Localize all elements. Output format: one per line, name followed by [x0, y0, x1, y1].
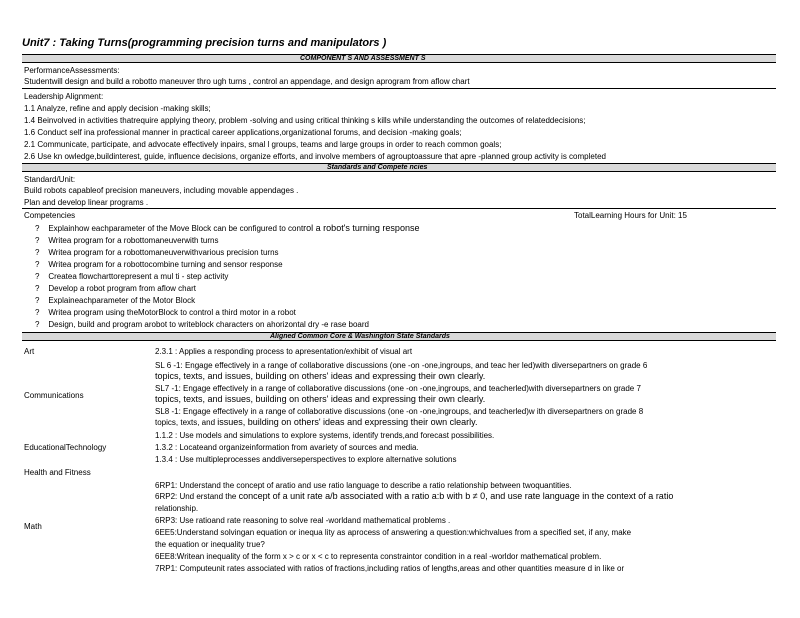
- comm-text-large: topics, texts, and issues, building on others' ideas and expressing their own clearly.: [155, 394, 486, 404]
- subject-health-fitness: Health and Fitness: [24, 468, 91, 477]
- subject-math: Math: [24, 522, 42, 531]
- edtech-standard: 1.3.4 : Use multipleprocesses anddiverseperspectives to explore alternative solutions: [155, 455, 457, 464]
- competency-item: [35, 236, 219, 245]
- standards-header-label: Standards and Compete ncies: [327, 164, 428, 171]
- bullet-icon: ?: [35, 320, 40, 329]
- subject-educational-technology: EducationalTechnology: [24, 443, 107, 452]
- page-title: Unit7 : Taking Turns(programming precision turns and manipulators ): [22, 37, 387, 49]
- comm-standard-cont: [155, 372, 485, 381]
- math-standard-cont: [155, 504, 198, 513]
- comm-standard: [155, 407, 643, 416]
- bullet-icon: ?: [35, 260, 40, 269]
- competency-text: Writea program for a robottomaneuverwith turns: [48, 236, 219, 245]
- competency-text: Writea program for a robottomaneuverwithvarious precision turns: [48, 248, 279, 257]
- math-text-large: concept of a unit rate a/b associated with a ratio a:b with b ≠ 0, and use rate language in the context of a ratio: [238, 491, 674, 501]
- leadership-heading: Leadership Alignment:: [24, 92, 104, 101]
- edtech-standard: 1.3.2 : Locateand organizeinformation from avariety of sources and media.: [155, 443, 419, 452]
- competency-text: Explaineachparameter of the Motor Block: [48, 296, 196, 305]
- math-standard: [155, 516, 450, 525]
- bullet-icon: ?: [35, 248, 40, 257]
- math-text: relationship.: [155, 504, 199, 513]
- math-standard: [155, 528, 631, 537]
- competency-item: [35, 308, 296, 317]
- math-text: 6EE8:Writean inequality of the form x > c or x < c to representa constraintor condition in a real -worldor mathematical problem.: [155, 552, 602, 561]
- divider: [22, 88, 776, 89]
- comm-text-large: issues, building on others' ideas and expressing their own clearly.: [217, 417, 478, 427]
- comm-standard: [155, 384, 641, 393]
- competency-text: Explainhow eachparameter of the Move Block can be configured to cont: [48, 224, 304, 233]
- competency-text: Develop a robot program from aflow chart: [48, 284, 196, 293]
- edtech-standard: 1.1.2 : Use models and simulations to explore systems, identify trends,and forecast possibilities.: [155, 431, 495, 440]
- performance-text: Studentwill design and build a robotto maneuver thro ugh turns , control an appendage, and design aprogram from aflow chart: [24, 77, 470, 86]
- math-standard-cont: [155, 540, 265, 549]
- comm-text: topics, texts, and: [155, 418, 218, 427]
- comm-text: SL 6 -1: Engage effectively in a range of collaborative discussions (one -on -one,ingroups, and teac her led)with diversepartners on grade 6: [155, 361, 648, 370]
- total-learning-hours: TotalLearning Hours for Unit: 15: [574, 211, 687, 220]
- leadership-item: 1.4 Beinvolved in activities thatrequire applying theory, problem -solving and using critical thinking s kills while understanding the outcomes of relateddecisions;: [24, 116, 586, 125]
- competency-item: [35, 224, 419, 233]
- bullet-icon: ?: [35, 224, 40, 233]
- leadership-item: 1.6 Conduct self ina professional manner in practical career applications,organizational forums, and decision -making goals;: [24, 128, 462, 137]
- aligned-standards-label: Aligned Common Core & Washington State Standards: [270, 333, 450, 340]
- competency-text: Design, build and program arobot to writeblock characters on ahorizontal dry -e rase board: [48, 320, 369, 329]
- competency-text: Createa flowcharttorepresent a mul ti - step activity: [48, 272, 229, 281]
- competencies-heading: Competencies: [24, 211, 76, 220]
- competency-text: Writea program for a robottocombine turning and sensor response: [48, 260, 283, 269]
- comm-text-large: topics, texts, and issues, building on others' ideas and expressing their own clearly.: [155, 371, 486, 381]
- competency-item: [35, 296, 195, 305]
- math-standard: [155, 552, 601, 561]
- art-standard: 2.3.1 : Applies a responding process to apresentation/exhibit of visual art: [155, 347, 413, 356]
- leadership-item: 2.1 Communicate, participate, and advocate effectively inpairs, smal l groups, teams and large groups in order to reach common goals;: [24, 140, 502, 149]
- bullet-icon: ?: [35, 296, 40, 305]
- competency-item: [35, 284, 196, 293]
- math-text: 6RP2: Und erstand the: [155, 492, 239, 501]
- math-standard: [155, 492, 673, 501]
- comm-standard: [155, 361, 647, 370]
- math-text: 6RP3: Use ratioand rate reasoning to solve real -worldand mathematical problems .: [155, 516, 451, 525]
- comm-text: SL7 -1: Engage effectively in a range of collaborative discussions (one -on -one,ingroups, and teacherled)with diversepartners on grade 7: [155, 384, 641, 393]
- competency-item: [35, 248, 279, 257]
- competency-item: [35, 260, 283, 269]
- components-header-label: COMPONENT S AND ASSESSMENT S: [300, 55, 426, 62]
- standard-unit-heading: Standard/Unit:: [24, 175, 76, 184]
- comm-standard-cont: [155, 395, 485, 404]
- standard-unit-line: Plan and develop linear programs .: [24, 198, 149, 207]
- subject-art: Art: [24, 347, 35, 356]
- bullet-icon: ?: [35, 236, 40, 245]
- math-text: 6RP1: Understand the concept of aratio and use ratio language to describe a ratio relationship between twoquantities.: [155, 481, 572, 490]
- leadership-item: 2.6 Use kn owledge,buildinterest, guide, influence decisions, organize efforts, and involve members of agrouptoassure that apre -planned group activity is completed: [24, 152, 606, 161]
- math-text: 7RP1: Computeunit rates associated with ratios of fractions,including ratios of lengths,areas and other quantities measure d in like or: [155, 564, 625, 573]
- bullet-icon: ?: [35, 284, 40, 293]
- math-text: 6EE5:Understand solvingan equation or inequa lity as aprocess of answering a question:whichvalues from a specified set, if any, make: [155, 528, 632, 537]
- bullet-icon: ?: [35, 308, 40, 317]
- competency-text-large: rol a robot's turning response: [303, 223, 420, 233]
- competency-item: [35, 320, 369, 329]
- math-standard: [155, 564, 624, 573]
- math-standard: [155, 481, 572, 490]
- leadership-item: 1.1 Analyze, refine and apply decision -making skills;: [24, 104, 211, 113]
- bullet-icon: ?: [35, 272, 40, 281]
- performance-heading: PerformanceAssessments:: [24, 66, 120, 75]
- subject-communications: Communications: [24, 391, 84, 400]
- math-text: the equation or inequality true?: [155, 540, 265, 549]
- competency-item: [35, 272, 228, 281]
- competency-text: Writea program using theMotorBlock to control a third motor in a robot: [48, 308, 296, 317]
- comm-text: SL8 -1: Engage effectively in a range of collaborative discussions (one -on -one,ingroups, and teacherled)w ith diversepartners on grade 8: [155, 407, 644, 416]
- standard-unit-line: Build robots capableof precision maneuvers, including movable appendages .: [24, 186, 299, 195]
- divider: [22, 208, 776, 209]
- comm-standard-cont: [155, 418, 477, 427]
